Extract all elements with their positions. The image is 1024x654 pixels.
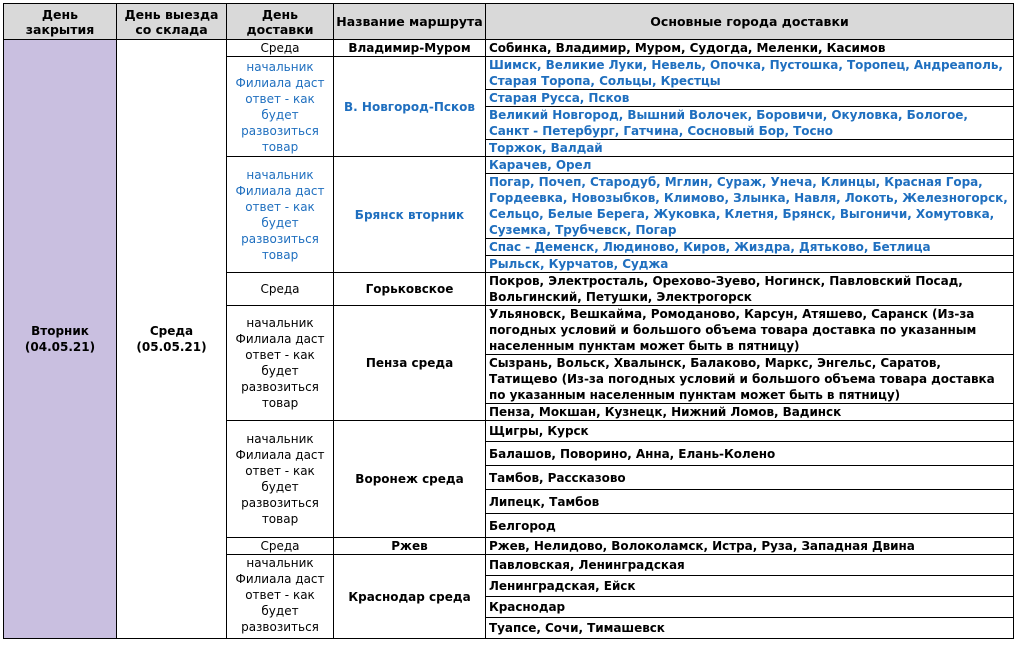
header-closing-day: День закрытия <box>4 4 117 40</box>
header-cities: Основные города доставки <box>486 4 1014 40</box>
delivery-day: начальник Филиала даст ответ - как будет развозиться товар <box>227 306 334 421</box>
cities-cell: Рыльск, Курчатов, Суджа <box>486 256 1014 273</box>
header-row <box>4 4 1014 40</box>
delivery-day: начальник Филиала даст ответ - как будет развозиться товар <box>227 157 334 273</box>
cities-cell: Липецк, Тамбов <box>486 490 1014 514</box>
cities-cell: Краснодар <box>486 597 1014 618</box>
route-name: Ржев <box>334 538 486 555</box>
header-route-name: Название маршрута <box>334 4 486 40</box>
route-name: Владимир-Муром <box>334 40 486 57</box>
route-name: Горьковское <box>334 273 486 306</box>
cities-cell: Торжок, Валдай <box>486 140 1014 157</box>
delivery-day: Среда <box>227 273 334 306</box>
delivery-day: Среда <box>227 40 334 57</box>
closing-day: Вторник <box>31 324 89 338</box>
departure-date: (05.05.21) <box>136 340 207 354</box>
header-delivery-day: День доставки <box>227 4 334 40</box>
cities-cell: Собинка, Владимир, Муром, Судогда, Меленки, Касимов <box>486 40 1014 57</box>
cities-cell: Покров, Электросталь, Орехово-Зуево, Ногинск, Павловский Посад, Вольгинский, Петушки, Электрогорск <box>486 273 1014 306</box>
cities-cell: Великий Новгород, Вышний Волочек, Боровичи, Окуловка, Бологое, Санкт - Петербург, Гатчина, Сосновый Бор, Тосно <box>486 107 1014 140</box>
cities-cell: Погар, Почеп, Стародуб, Мглин, Сураж, Унеча, Клинцы, Красная Гора, Гордеевка, Новозыбков, Климово, Злынка, Навля, Локоть, Железногорск, Сельцо, Белые Берега, Жуковка, Клетня, Брянск, Выгоничи, Хомутовка, Суземка, Трубчевск, Погар <box>486 174 1014 239</box>
delivery-day: начальник Филиала даст ответ - как будет развозиться <box>227 555 334 639</box>
delivery-day: Среда <box>227 538 334 555</box>
route-name: В. Новгород-Псков <box>334 57 486 157</box>
cities-cell: Щигры, Курск <box>486 421 1014 442</box>
cities-cell: Балашов, Поворино, Анна, Елань-Колено <box>486 442 1014 466</box>
cities-cell: Карачев, Орел <box>486 157 1014 174</box>
cities-cell: Тамбов, Рассказово <box>486 466 1014 490</box>
route-name: Пенза среда <box>334 306 486 421</box>
table-row <box>4 40 1014 57</box>
departure-day: Среда <box>149 324 194 338</box>
route-name: Краснодар среда <box>334 555 486 639</box>
header-departure-day: День выезда со склада <box>117 4 227 40</box>
route-name: Брянск вторник <box>334 157 486 273</box>
cities-cell: Павловская, Ленинградская <box>486 555 1014 576</box>
cities-cell: Спас - Деменск, Людиново, Киров, Жиздра, Дятьково, Бетлица <box>486 239 1014 256</box>
departure-day-cell <box>117 40 227 639</box>
cities-cell: Белгород <box>486 514 1014 538</box>
cities-cell: Ржев, Нелидово, Волоколамск, Истра, Руза, Западная Двина <box>486 538 1014 555</box>
closing-day-cell <box>4 40 117 639</box>
route-name: Воронеж среда <box>334 421 486 538</box>
delivery-day: начальник Филиала даст ответ - как будет развозиться товар <box>227 421 334 538</box>
closing-date: (04.05.21) <box>24 340 96 354</box>
cities-cell: Ленинградская, Ейск <box>486 576 1014 597</box>
delivery-day: начальник Филиала даст ответ - как будет развозиться товар <box>227 57 334 157</box>
cities-cell: Пенза, Мокшан, Кузнецк, Нижний Ломов, Вадинск <box>486 404 1014 421</box>
cities-cell: Туапсе, Сочи, Тимашевск <box>486 618 1014 639</box>
cities-cell: Сызрань, Вольск, Хвалынск, Балаково, Маркс, Энгельс, Саратов, Татищево (Из-за погодных условий и большого объема товара доставка по указанным населенным пунктам может быть в пятницу) <box>486 355 1014 404</box>
delivery-schedule-table <box>3 3 1014 639</box>
cities-cell: Старая Русса, Псков <box>486 90 1014 107</box>
cities-cell: Ульяновск, Вешкайма, Ромоданово, Карсун, Атяшево, Саранск (Из-за погодных условий и большого объема товара доставка по указанным населенным пунктам может быть в пятницу) <box>486 306 1014 355</box>
cities-cell: Шимск, Великие Луки, Невель, Опочка, Пустошка, Торопец, Андреаполь, Старая Торопа, Сольцы, Крестцы <box>486 57 1014 90</box>
